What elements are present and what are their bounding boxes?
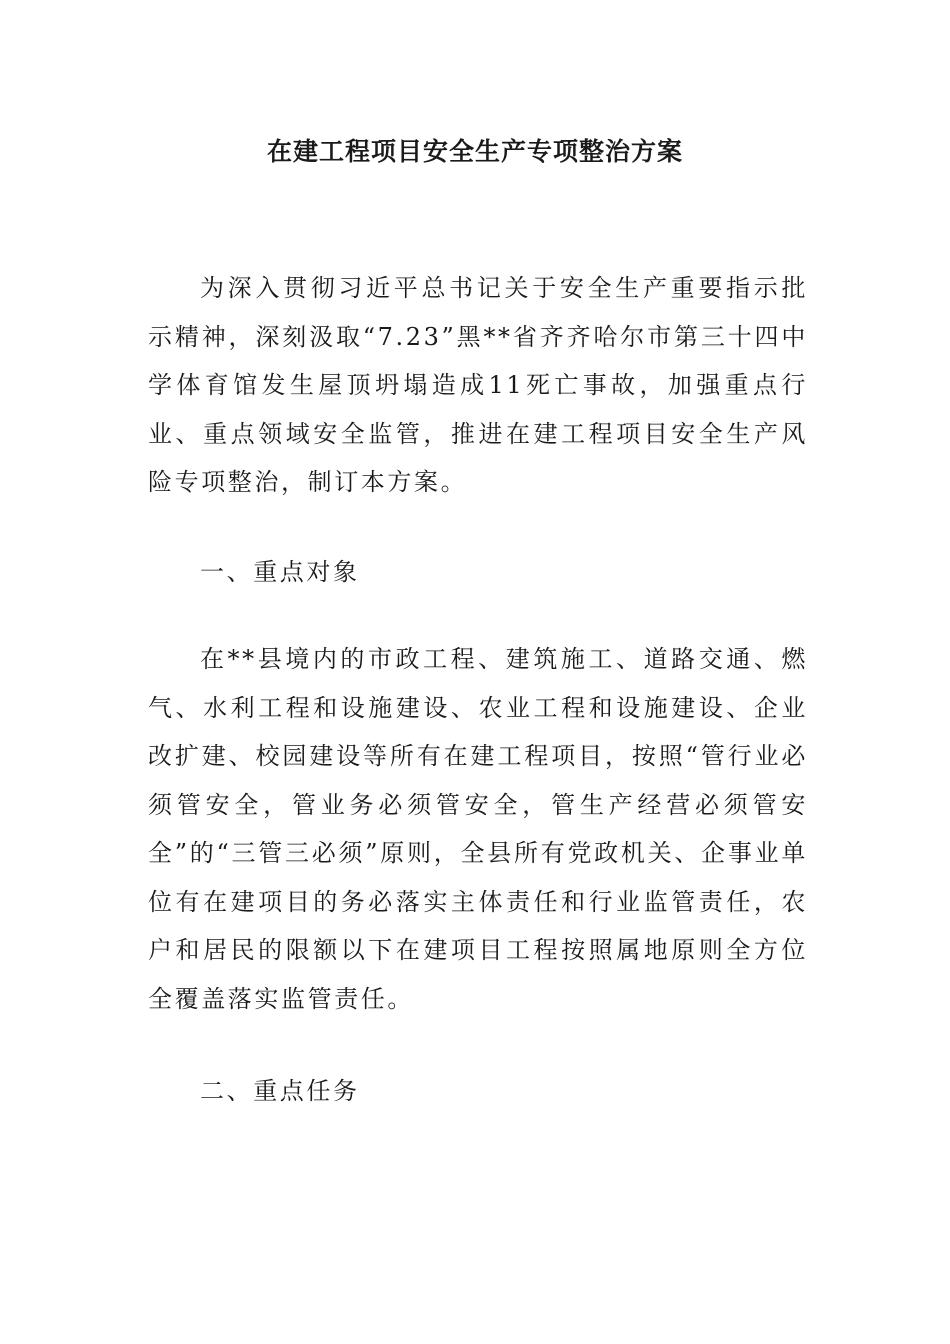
section1-body-paragraph: 在**县境内的市政工程、建筑施工、道路交通、燃气、水利工程和设施建设、农业工程和设施建设、企业改扩建、校园建设等所有在建工程项目，按照“管行业必须管安全，管业务必须管安全，管生产经营必须管安全”的“三管三必须”原则，全县所有党政机关、企事业单位有在建项目的务必落实主体责任和行业监管责任，农户和居民的限额以下在建项目工程按照属地原则全方位全覆盖落实监管责任。 <box>148 645 808 1013</box>
intro-paragraph: 为深入贯彻习近平总书记关于安全生产重要指示批示精神，深刻汲取“7.23”黑**省齐齐哈尔市第三十四中学体育馆发生屋顶坍塌造成11死亡事故，加强重点行业、重点领域安全监管，推进在建工程项目安全生产风险专项整治，制订本方案。 <box>148 274 808 496</box>
document-title: 在建工程项目安全生产专项整治方案 <box>266 137 683 166</box>
section-heading-key-targets: 一、重点对象 <box>200 558 360 586</box>
section-heading-key-tasks: 二、重点任务 <box>200 1077 360 1105</box>
